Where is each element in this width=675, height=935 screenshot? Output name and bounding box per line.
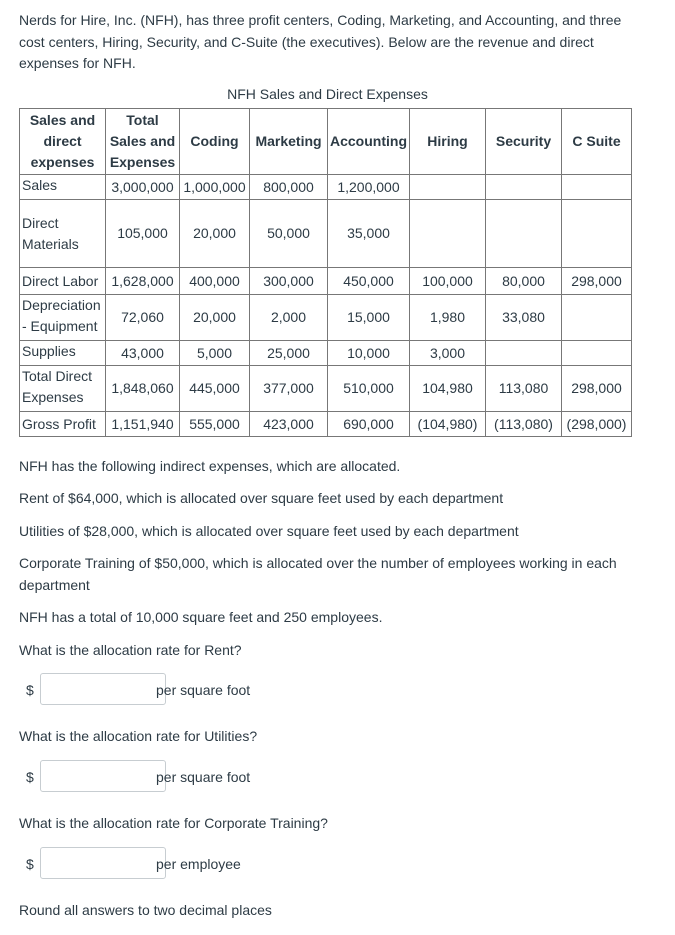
table-cell: 450,000 xyxy=(328,268,410,295)
totals-text: NFH has a total of 10,000 square feet and 250 employees. xyxy=(19,609,383,625)
table-cell xyxy=(486,200,562,268)
header-cell: Total Sales and Expenses xyxy=(106,109,180,175)
table-cell: 113,080 xyxy=(486,366,562,412)
table-cell: 445,000 xyxy=(180,366,250,412)
table-cell: 20,000 xyxy=(180,200,250,268)
table-cell xyxy=(562,175,632,200)
header-cell: C Suite xyxy=(562,109,632,175)
dollar-sign: $ xyxy=(26,682,34,698)
unit-label: per employee xyxy=(156,856,241,872)
row-label: Direct Materials xyxy=(20,200,106,268)
row-label: Depreciation - Equipment xyxy=(20,295,106,341)
table-cell: 1,151,940 xyxy=(106,412,180,437)
table-cell: 2,000 xyxy=(250,295,328,341)
row-label: Gross Profit xyxy=(20,412,106,437)
table-cell: 298,000 xyxy=(562,268,632,295)
table-cell: 5,000 xyxy=(180,341,250,366)
rent-question: What is the allocation rate for Rent? xyxy=(19,642,242,658)
table-cell: 33,080 xyxy=(486,295,562,341)
indirect-expenses-text: NFH has the following indirect expenses, which are allocated. xyxy=(19,458,401,474)
row-label: Supplies xyxy=(20,341,106,366)
table-row xyxy=(20,175,632,200)
table-cell: 400,000 xyxy=(180,268,250,295)
table-cell xyxy=(562,341,632,366)
table-caption: NFH Sales and Direct Expenses xyxy=(227,86,428,102)
unit-label: per square foot xyxy=(156,769,251,785)
table-cell: 1,848,060 xyxy=(106,366,180,412)
table-header-row xyxy=(20,109,632,175)
table-cell: 1,000,000 xyxy=(180,175,250,200)
table-cell: 423,000 xyxy=(250,412,328,437)
table-cell: (104,980) xyxy=(410,412,486,437)
header-cell: Sales and direct expenses xyxy=(20,109,106,175)
table-cell xyxy=(562,200,632,268)
table-row xyxy=(20,268,632,295)
table-cell: 50,000 xyxy=(250,200,328,268)
rent-rate-input[interactable] xyxy=(40,673,166,705)
table-cell: 800,000 xyxy=(250,175,328,200)
table-cell xyxy=(410,175,486,200)
table-cell xyxy=(410,200,486,268)
table-cell: 43,000 xyxy=(106,341,180,366)
table-cell: 1,628,000 xyxy=(106,268,180,295)
row-label: Sales xyxy=(20,175,106,200)
header-cell: Coding xyxy=(180,109,250,175)
table-cell xyxy=(486,341,562,366)
table-cell: 1,200,000 xyxy=(328,175,410,200)
row-label: Total Direct Expenses xyxy=(20,366,106,412)
header-cell: Accounting xyxy=(328,109,410,175)
sales-expenses-table xyxy=(19,108,632,437)
training-question: What is the allocation rate for Corporate Training? xyxy=(19,815,328,831)
dollar-sign: $ xyxy=(26,769,34,785)
table-cell: 555,000 xyxy=(180,412,250,437)
row-label: Direct Labor xyxy=(20,268,106,295)
table-cell xyxy=(562,295,632,341)
table-cell: 10,000 xyxy=(328,341,410,366)
table-cell: 80,000 xyxy=(486,268,562,295)
intro-paragraph: Nerds for Hire, Inc. (NFH), has three profit centers, Coding, Marketing, and Accounting, and three cost centers, Hiring, Security, and C-Suite (the executives). Below are the revenue and direct expenses for NFH. xyxy=(19,12,622,71)
table-row xyxy=(20,295,632,341)
table-row xyxy=(20,341,632,366)
table-cell: 298,000 xyxy=(562,366,632,412)
training-text: Corporate Training of $50,000, which is allocated over the number of employees working in each department xyxy=(19,555,617,593)
header-cell: Marketing xyxy=(250,109,328,175)
table-cell: 3,000,000 xyxy=(106,175,180,200)
table-cell: 690,000 xyxy=(328,412,410,437)
table-row xyxy=(20,412,632,437)
rounding-note: Round all answers to two decimal places xyxy=(19,902,272,918)
table-cell: 105,000 xyxy=(106,200,180,268)
utilities-question: What is the allocation rate for Utilities? xyxy=(19,728,258,744)
table-cell: 300,000 xyxy=(250,268,328,295)
unit-label: per square foot xyxy=(156,682,251,698)
table-cell xyxy=(486,175,562,200)
rent-text: Rent of $64,000, which is allocated over square feet used by each department xyxy=(19,490,504,506)
table-cell: (113,080) xyxy=(486,412,562,437)
table-cell: 3,000 xyxy=(410,341,486,366)
table-cell: 15,000 xyxy=(328,295,410,341)
table-cell: 20,000 xyxy=(180,295,250,341)
table-cell: 100,000 xyxy=(410,268,486,295)
table-cell: 72,060 xyxy=(106,295,180,341)
table-cell: 35,000 xyxy=(328,200,410,268)
utilities-rate-input[interactable] xyxy=(40,760,166,792)
table-cell: 1,980 xyxy=(410,295,486,341)
table-cell: 104,980 xyxy=(410,366,486,412)
table-cell: (298,000) xyxy=(562,412,632,437)
dollar-sign: $ xyxy=(26,856,34,872)
table-row xyxy=(20,366,632,412)
header-cell: Security xyxy=(486,109,562,175)
table-cell: 510,000 xyxy=(328,366,410,412)
table-cell: 377,000 xyxy=(250,366,328,412)
table-row xyxy=(20,200,632,268)
table-cell: 25,000 xyxy=(250,341,328,366)
utilities-text: Utilities of $28,000, which is allocated over square feet used by each department xyxy=(19,523,519,539)
header-cell: Hiring xyxy=(410,109,486,175)
training-rate-input[interactable] xyxy=(40,847,166,879)
